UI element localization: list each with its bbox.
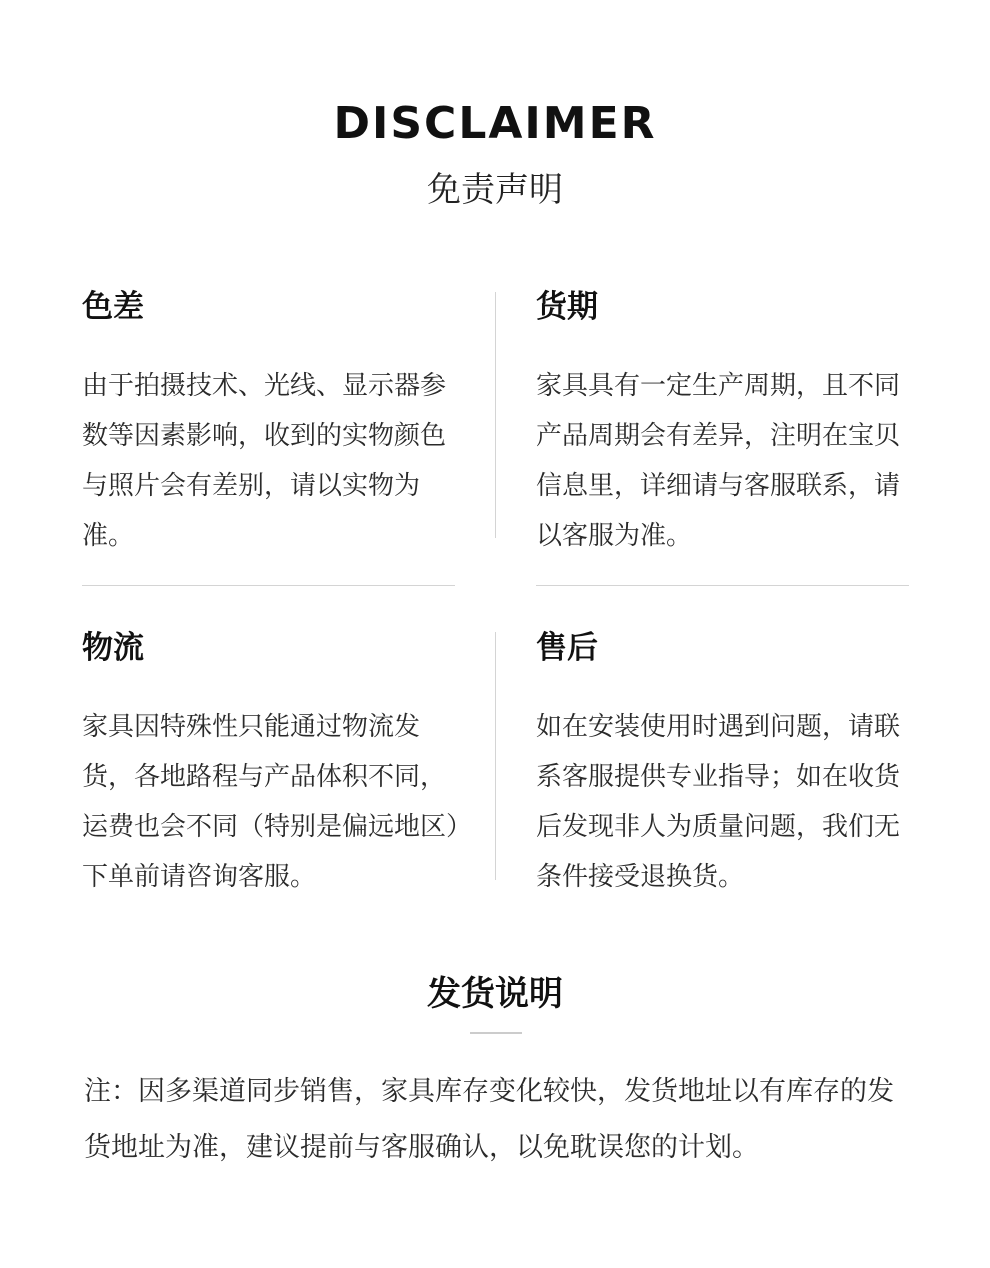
section-delivery-period [536,287,916,561]
section-title: 货期 [536,289,598,325]
column-divider-top [495,292,496,538]
section-logistics [82,628,462,902]
page-subtitle: 免责声明 [427,170,563,210]
section-body: 如在安装使用时遇到问题，请联系客服提供专业指导；如在收货后发现非人为质量问题，我们无条件接受退换货。 [536,712,901,892]
column-divider-bottom [495,632,496,880]
section-title: 物流 [82,630,144,666]
section-body: 由于拍摄技术、光线、显示器参数等因素影响，收到的实物颜色与照片会有差别，请以实物为准。 [82,371,447,551]
row-divider-left [82,585,455,586]
shipping-note: 注：因多渠道同步销售，家具库存变化较快，发货地址以有库存的发货地址为准，建议提前与客服确认，以免耽误您的计划。 [84,1076,894,1163]
page-title: DISCLAIMER [333,98,657,149]
row-divider-right [536,585,909,586]
section-title: 色差 [82,289,144,325]
section-body: 家具具有一定生产周期，且不同产品周期会有差异，注明在宝贝信息里，详细请与客服联系，请以客服为准。 [536,371,901,551]
section-after-sales [536,628,916,902]
shipping-title: 发货说明 [427,974,563,1014]
section-body: 家具因特殊性只能通过物流发货，各地路程与产品体积不同，运费也会不同（特别是偏远地区）下单前请咨询客服。 [82,712,460,892]
section-color-difference [82,287,462,561]
section-title: 售后 [536,630,598,666]
shipping-title-underline [470,1032,522,1034]
